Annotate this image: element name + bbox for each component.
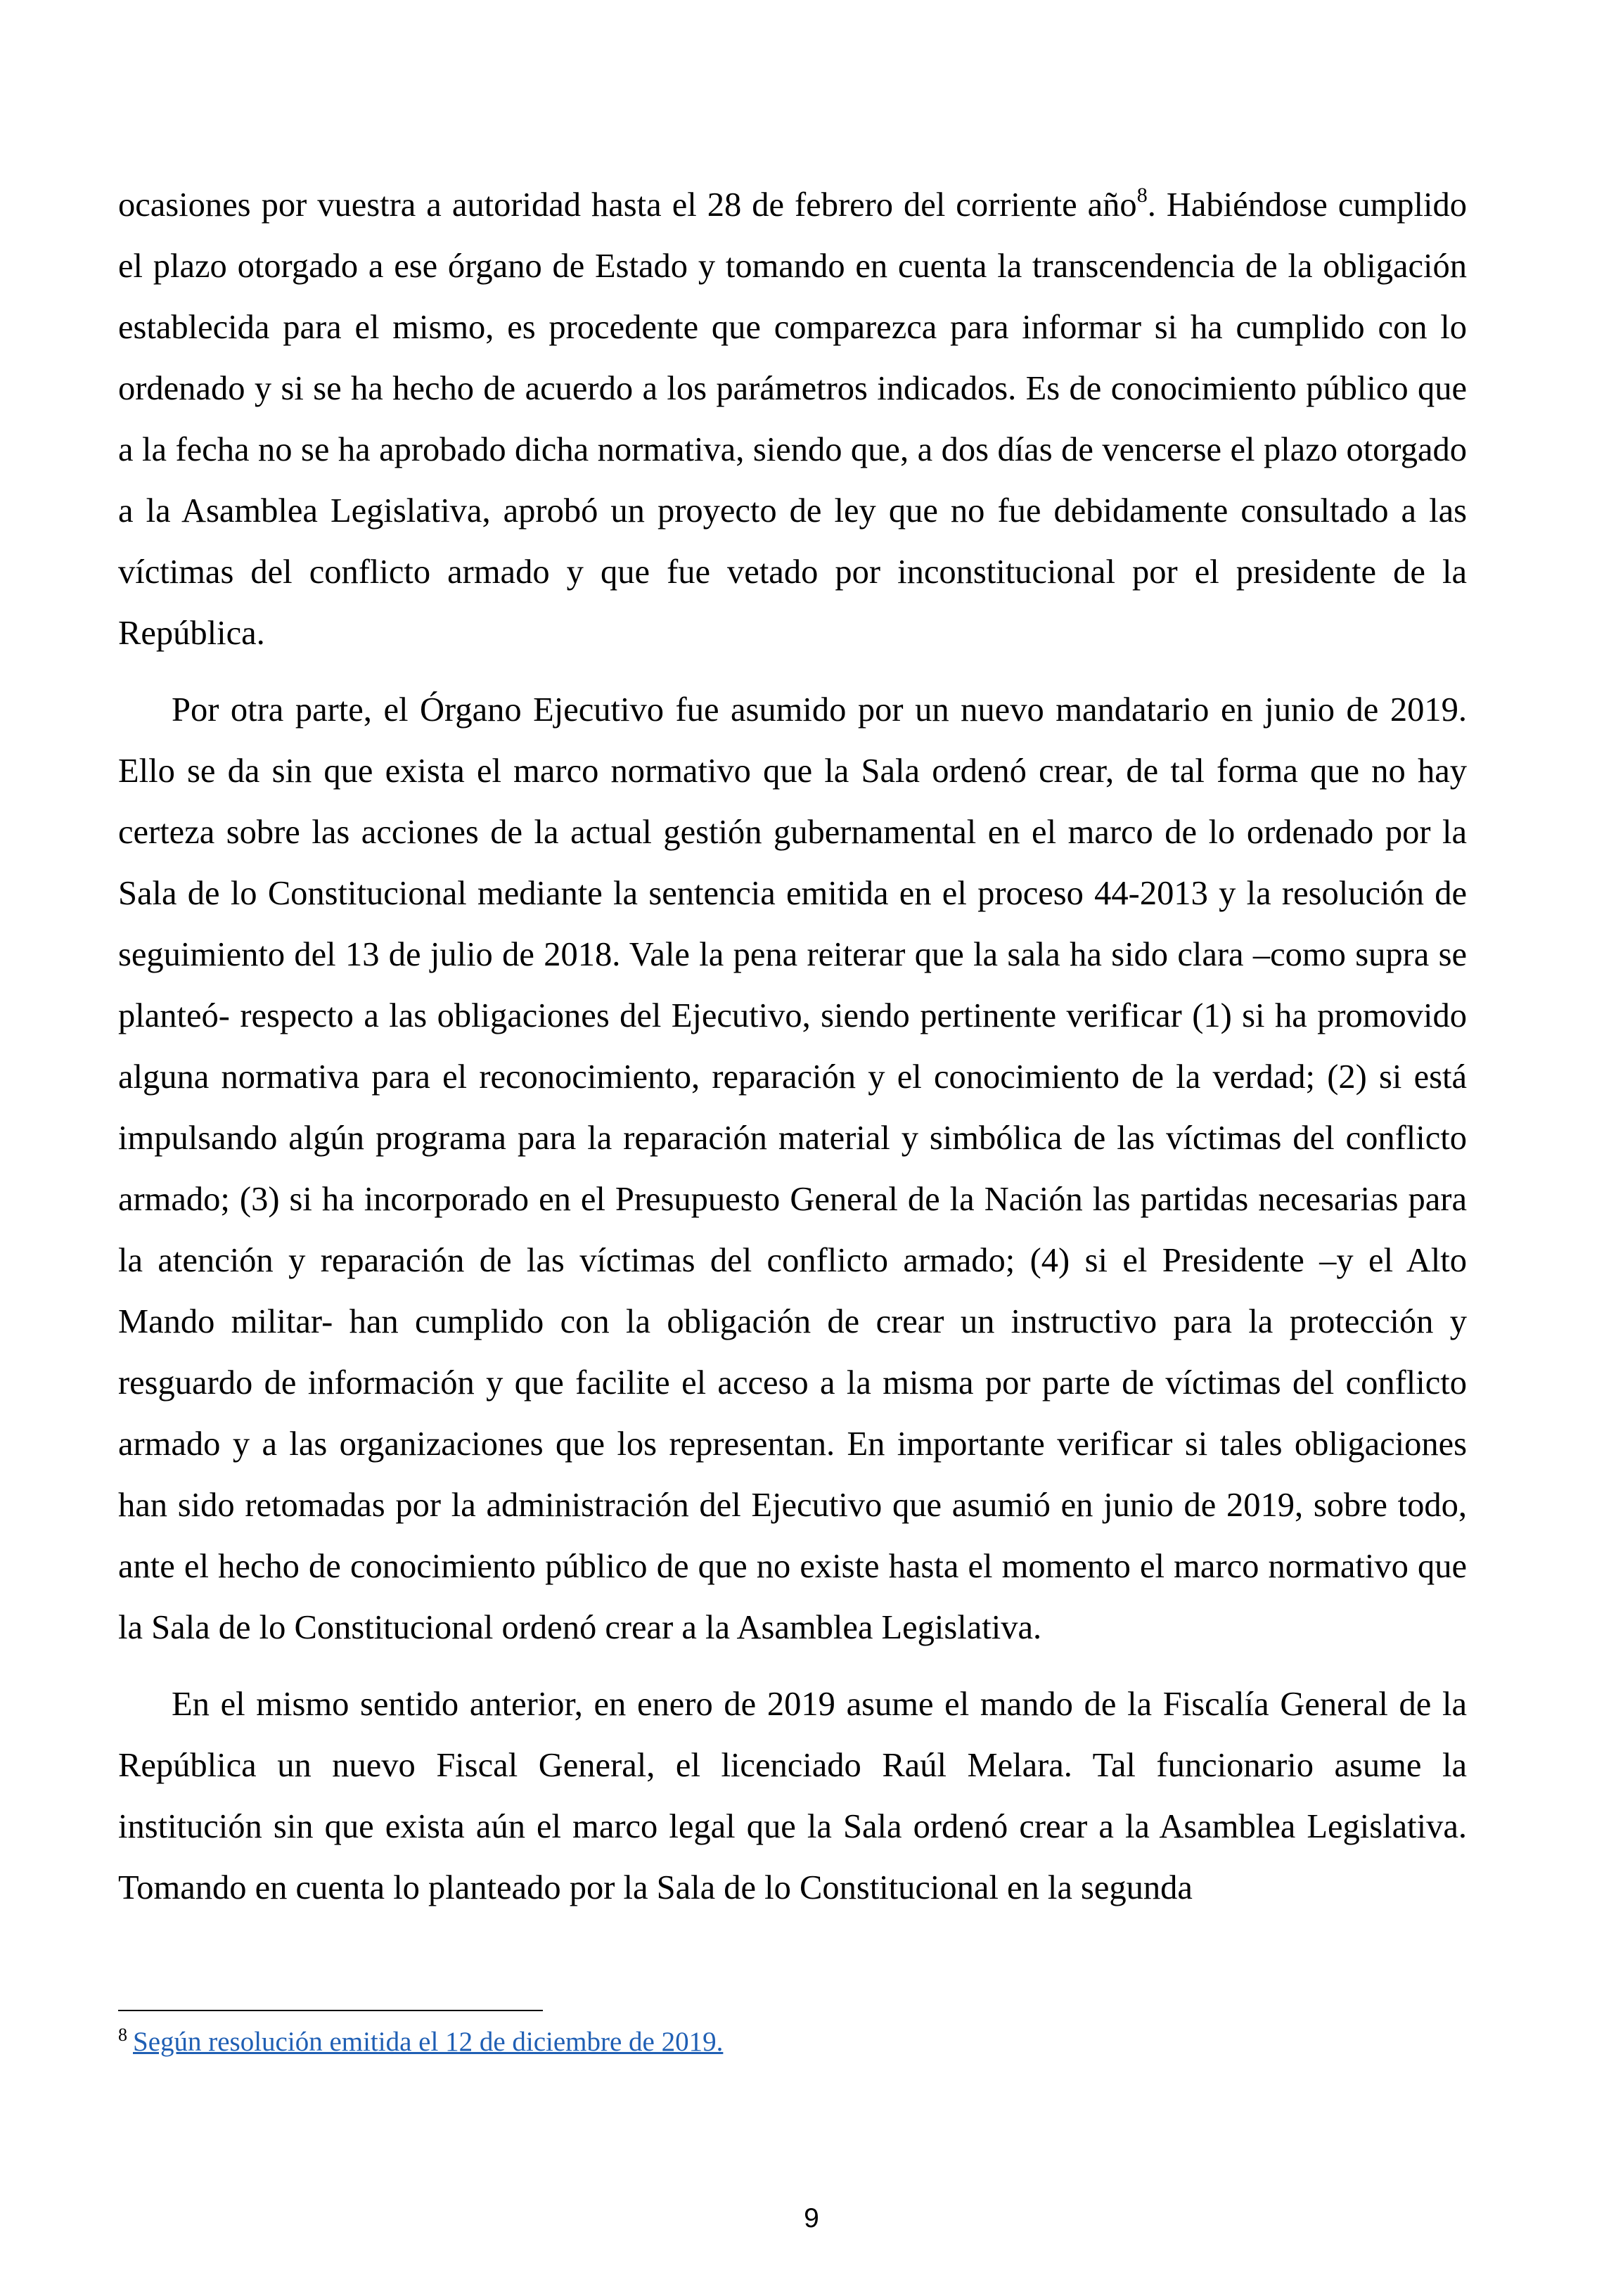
paragraph-1-text-start: ocasiones por vuestra a autoridad hasta el 28 de febrero del corriente año — [118, 186, 1137, 224]
footnote-separator — [118, 2010, 543, 2011]
footnote-number: 8 — [118, 2025, 127, 2045]
page-number: 9 — [804, 2203, 819, 2233]
footnote — [118, 2022, 1467, 2065]
footnote-reference[interactable]: 8 — [1136, 184, 1148, 207]
footnote-link[interactable]: Según resolución emitida el 12 de diciembre de 2019. — [133, 2027, 724, 2057]
body-text — [118, 174, 1467, 1918]
paragraph-1 — [118, 174, 1467, 664]
paragraph-3: En el mismo sentido anterior, en enero de 2019 asume el mando de la Fiscalía General de la República un nuevo Fiscal General, el licenciado Raúl Melara. Tal funcionario asume la institución sin que exista aún el marco legal que la Sala ordenó crear a la Asamblea Legislativa. Tomando en cuenta lo planteado por la Sala de lo Constitucional en la segunda — [118, 1686, 1467, 1906]
paragraph-2: Por otra parte, el Órgano Ejecutivo fue asumido por un nuevo mandatario en junio de 2019. Ello se da sin que exista el marco normativo que la Sala ordenó crear, de tal forma que no hay certeza sobre las acciones de la actual gestión gubernamental en el marco de lo ordenado por la Sala de lo Constitucional mediante la sentencia emitida en el proceso 44-2013 y la resolución de seguimiento del 13 de julio de 2018. Vale la pena reiterar que la sala ha sido clara –como supra se planteó- respecto a las obligaciones del Ejecutivo, siendo pertinente verificar (1) si ha promovido alguna normativa para el reconocimiento, reparación y el conocimiento de la verdad; (2) si está impulsando algún programa para la reparación material y simbólica de las víctimas del conflicto armado; (3) si ha incorporado en el Presupuesto General de la Nación las partidas necesarias para la atención y reparación de las víctimas del conflicto armado; (4) si el Presidente –y el Alto Mando militar- han cumplido con la obligación de crear un instructivo para la protección y resguardo de información y que facilite el acceso a la misma por parte de víctimas del conflicto armado y a las organizaciones que los representan. En importante verificar si tales obligaciones han sido retomadas por la administración del Ejecutivo que asumió en junio de 2019, sobre todo, ante el hecho de conocimiento público de que no existe hasta el momento el marco normativo que la Sala de lo Constitucional ordenó crear a la Asamblea Legislativa. — [118, 691, 1467, 1646]
paragraph-1-text-end: . Habiéndose cumplido el plazo otorgado a ese órgano de Estado y tomando en cuenta la transcendencia de la obligación establecida para el mismo, es procedente que comparezca para informar si ha cumplido con lo ordenado y si se ha hecho de acuerdo a los parámetros indicados. Es de conocimiento público que a la fecha no se ha aprobado dicha normativa, siendo que, a dos días de vencerse el plazo otorgado a la Asamblea Legislativa, aprobó un proyecto de ley que no fue debidamente consultado a las víctimas del conflicto armado y que fue vetado por inconstitucional por el presidente de la República. — [118, 186, 1468, 652]
